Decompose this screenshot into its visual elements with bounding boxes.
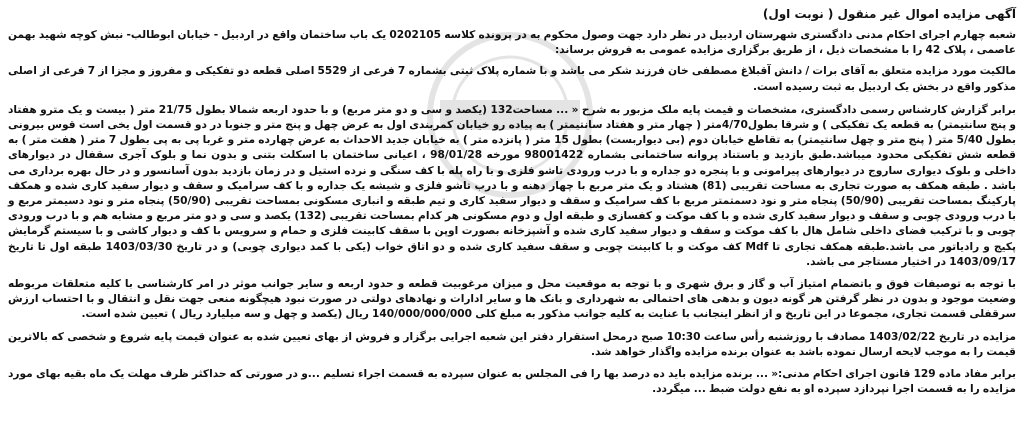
notice-paragraph-intro: شعبه چهارم اجرای احکام مدنی دادگستری شهرستان اردبیل در نظر دارد جهت وصول محکوم به در پرونده کلاسه 0202105 یک باب ساختمان واقع در اردبیل - خیابان ابوطالب- نبش کوچه شهید بهمن عاصمی ، پلاک 42 را با مشخصات ذیل ، از طریق برگزاری مزایده عمومی به فروش برساند: [8, 29, 1016, 57]
notice-paragraph-article-129: برابر مفاد ماده 129 قانون اجرای احکام مدنی:« ... برنده مزایده باید ده درصد بها را فی المجلس به عنوان سپرده به قسمت اجراء تسلیم ...و در صورتی که حداکثر ظرف مهلت یک ماه بقیه بهای مورد مزایده را به قسمت اجرا نپردازد سپرده او به نفع دولت ضبط ... میگردد. [8, 368, 1016, 396]
notice-paragraph-appraisal: برابر گزارش کارشناس رسمی دادگستری، مشخصات و قیمت پایه ملک مزبور به شرح « ... مساحت132 (یکصد و سی و دو متر مربع) و با حدود اربعه شمالا بطول 21/75 متر ( بیست و یک مترو هفتاد و پنج سانتیمتر) به قطعه یک تفکیکی ) و شرقا بطول4/70متر ( چهار متر و هفتاد سانتیمتر ) به پیاده رو خیابان کمربندی اول به عرض چهل و پنج متر و جنوبا در دو قسمت اول یخی است قوس بیرونی بطول 5/40 متر ( پنج متر و چهل سانتیمتر) به تقاطع خیابان دوم (بی دیواربست) بطول 15 متر ( پانزده متر ) به خیابان جدید الاحداث به عرض چهارده متر و غربا پی به پی بطول 7 متر ( هفت متر ) به قطعه شش تفکیکی محدود میباشد.طبق بازدید و باستناد پروانه ساختمانی بشماره 98001422 مورخه 98/01/28 ، اعیانی ساختمان با اسکلت بتنی و بدون نما و بلوک آجری سقفال در دیوارهای داخلی و بلوک دیواری ساروج در دیوارهای پیرامونی و با پنجره دو جداره و با درب ورودی تاشو فلزی و با راه پله با کف سنگی و نرده استیل و در زمان بازدید بدون آسانسور و در حال بهره برداری می باشد . طبقه همکف به صورت تجاری به مساحت تقریبی (81) هشتاد و یک متر مربع با چهار دهنه و با درب تاشو فلزی و شیشه یک جداره و با کف سرامیک و سقف و دیوار سفید کاری شده و همکف پارکینگ بمساحت تقریبی (50/90) پنجاه متر و نود دسمتمتر مربع با کف سرامیک و سقف و دیوار سفید کاری و تیم طبقه و انباری مسکونی بمساحت تقریبی (50/90) پنجاه متر و نود دسیمتر مربع و با درب ورودی چوبی و سقف و دیوار سفید کاری شده و با کف موکت و کفسازی و طبقه اول و دوم مسکونی هر کدام بمساحت تقریبی (132) یکصد و سی و دو متر مربع و مشابه هم و با درب ورودی چوبی و با ترکیب فضای داخلی شامل هال با کف موکت و سقف و دیوار سفید کاری شده و آشپزخانه بصورت اوپن با سقف کابینت فلزی و حمام و سرویس با کف و دیوار کاشی و با سیستم گرمایش پکیج و رادیاتور می باشد.طبقه همکف تجاری تا Mdf کف موکت و با کابینت چوبی و سقف سفید کاری شده و دو اتاق خواب (یکی با کمد دیواری چوبی) و در تاریخ 1403/03/30 طبقه اول تا تاریخ 1403/09/17 در اختیار مستاجر می باشد. [8, 103, 1017, 268]
notice-paragraph-auction-date: مزایده در تاریخ 1403/02/22 مصادف با روزشنبه رأس ساعت 10:30 صبح درمحل استقرار دفتر این شعبه اجرایی برگزار و فروش از بهای تعیین شده به عنوان قیمت پایه شروع و شخصی که بالاترین قیمت را به موجب لایحه ارسال نموده باشد به عنوان برنده مزایده واگذار خواهد شد. [8, 330, 1016, 358]
notice-title: آگهی مزایده اموال غیر منقول ( نوبت اول) [762, 7, 1016, 21]
notice-paragraph-ownership: مالکیت مورد مزایده متعلق به آقای برات / دانش آقبلاغ مصطفی خان فرزند شکر می باشد و با شماره پلاک ثبتی بشماره 7 فرعی از 5529 اصلی قطعه دو تفکیکی و مفروز و مجزا از 7 فرعی از اصلی مذکور واقع در بخش یک اردبیل به ثبت رسیده است. [8, 65, 1017, 93]
notice-paragraph-valuation: با توجه به توصیفات فوق و باتضمام امتیاز آب و گاز و برق شهری و با توجه به موقعیت محل و میزان مرغوبیت قطعه و حدود اربعه و سایر جوانب موثر در امر کارشناسی با کلیه متعلقات مربوطه وضعیت موجود و بدون در نظر گرفتن هر گونه دیون و بدهی های احتمالی به شهرداری و بانک ها و سایر ادارات و نهادهای دولتی در صورت نبود هیچگونه منعی جهت نقل و انتقال و با احتساب ارزش سرقفلی قسمت تجاری، مجموعا در این تاریخ و از انظر اینجانب با عنایت به کلیه جوانب مذکور به مبلغ کلی 140/000/000/000 ریال (یکصد و چهل و سه میلیارد ریال ) تعیین شده است. [8, 278, 1016, 321]
